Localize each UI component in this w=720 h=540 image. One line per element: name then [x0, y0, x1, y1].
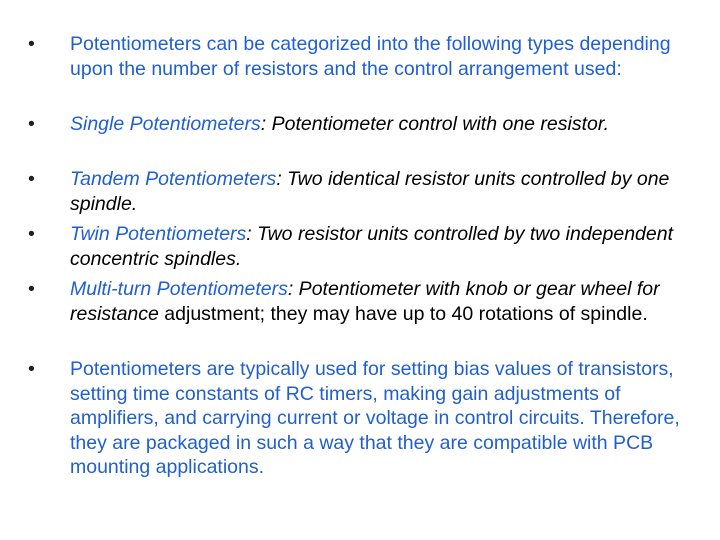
bullet-item: [28, 112, 688, 161]
bullet-dot: •: [28, 113, 35, 135]
bullet-item: [28, 167, 688, 216]
bullet-term: Twin Potentiometers: [70, 223, 247, 245]
bullet-dot: •: [28, 168, 35, 190]
bullet-item: [28, 32, 688, 106]
bullet-text: Potentiometers are typically used for setting bias values of transistors, setting time constants of RC timers, making gain adjustments of amplifiers, and carrying current or voltage in control circuits. Therefore, they are packaged in such a way that they are compatible with PCB mounting applications.: [70, 358, 680, 478]
bullet-desc: Two identical resistor units controlled by one spindle.: [70, 168, 670, 215]
bullet-rest: adjustment; they may have up to 40 rotations of spindle.: [158, 302, 648, 325]
bullet-item: [28, 277, 688, 351]
bullet-term: Multi-turn Potentiometers: [70, 278, 288, 300]
bullet-colon: :: [287, 278, 294, 300]
bullet-dot: •: [28, 358, 35, 380]
bullet-colon: :: [260, 113, 267, 135]
bullet-dot: •: [28, 278, 35, 300]
bullet-dot: •: [28, 33, 35, 55]
bullet-colon: :: [246, 223, 252, 245]
bullet-text: Potentiometers can be categorized into the following types depending upon the number of resistors and the control arrangement used:: [70, 33, 671, 80]
bullet-item: [28, 357, 688, 480]
bullet-desc: Potentiometer with knob or gear wheel for resistance: [70, 278, 660, 325]
bullet-list: [28, 32, 688, 486]
bullet-desc: Two resistor units controlled by two independent concentric spindles.: [70, 223, 673, 270]
bullet-dot: •: [28, 223, 35, 245]
bullet-term: Single Potentiometers: [70, 113, 261, 135]
bullet-colon: :: [276, 168, 282, 190]
bullet-item: [28, 222, 688, 271]
bullet-term: Tandem Potentiometers: [70, 168, 277, 190]
bullet-desc: Potentiometer control with one resistor.: [266, 113, 610, 135]
